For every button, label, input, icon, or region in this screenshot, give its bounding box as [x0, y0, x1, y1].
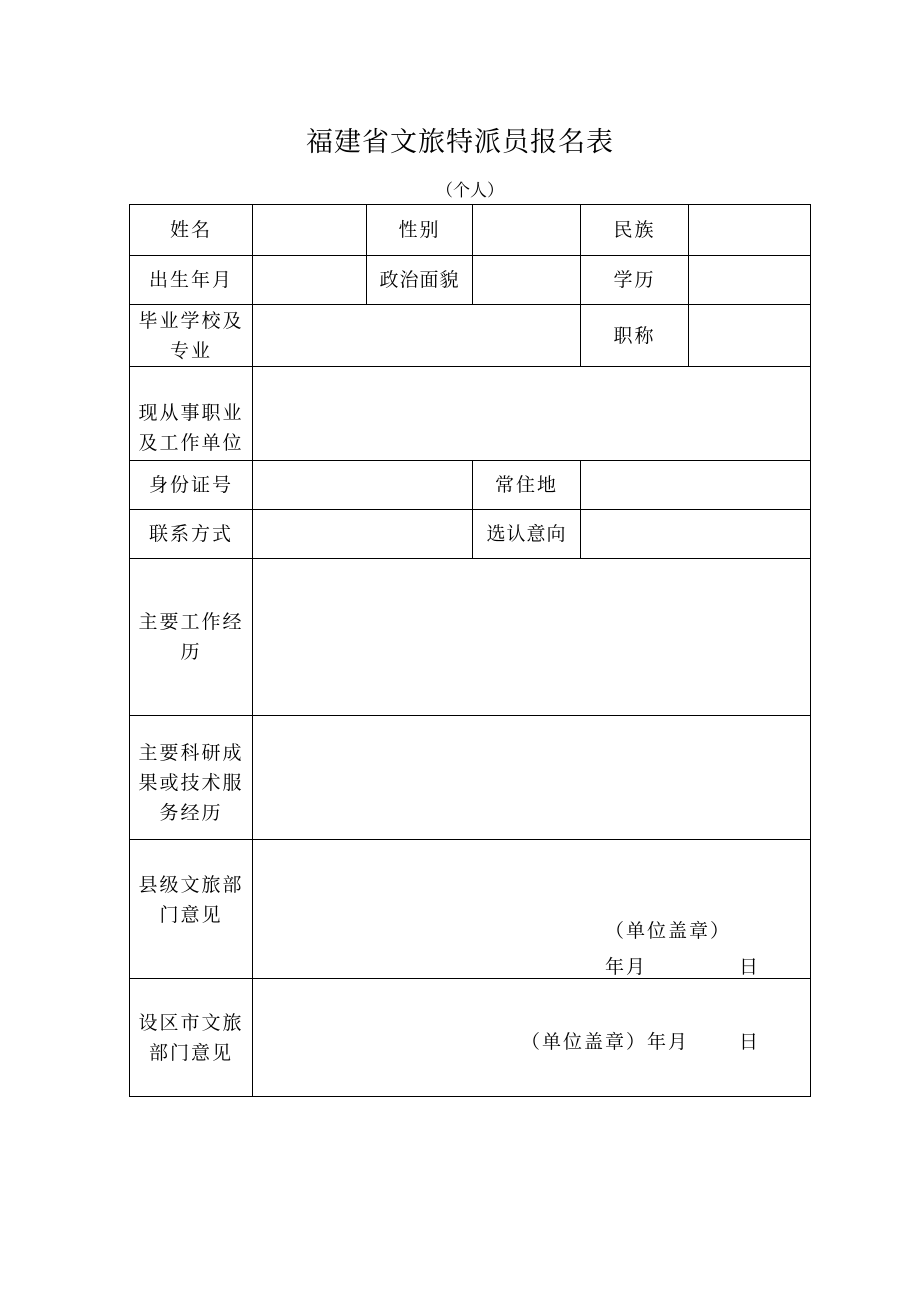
field-residence[interactable]: [581, 461, 811, 510]
label-school: 毕业学校及专业: [130, 305, 253, 367]
county-year-month: 年月: [605, 956, 648, 978]
field-intention[interactable]: [581, 510, 811, 559]
label-id: 身份证号: [130, 461, 253, 510]
label-education: 学历: [581, 256, 689, 305]
label-title: 职称: [581, 305, 689, 367]
county-opinion-cell[interactable]: [253, 840, 811, 979]
field-gender[interactable]: [473, 205, 581, 256]
field-name[interactable]: [253, 205, 367, 256]
field-politics[interactable]: [473, 256, 581, 305]
county-date: [605, 952, 761, 982]
county-day: 日: [739, 956, 761, 978]
label-city: 设区市文旅部门意见: [130, 979, 253, 1097]
label-research: 主要科研成果或技术服务经历: [130, 716, 253, 840]
label-gender: 性别: [367, 205, 473, 256]
city-opinion-cell[interactable]: [253, 979, 811, 1097]
label-contact: 联系方式: [130, 510, 253, 559]
field-school[interactable]: [253, 305, 581, 367]
field-ethnicity[interactable]: [689, 205, 811, 256]
county-stamp-text: （单位盖章）: [605, 920, 732, 942]
label-name: 姓名: [130, 205, 253, 256]
label-intention: 选认意向: [473, 510, 581, 559]
field-title[interactable]: [689, 305, 811, 367]
field-occupation[interactable]: [253, 367, 811, 461]
label-ethnicity: 民族: [581, 205, 689, 256]
page-title: 福建省文旅特派员报名表: [306, 127, 614, 158]
field-birth[interactable]: [253, 256, 367, 305]
field-work[interactable]: [253, 559, 811, 716]
city-stamp-text: [521, 1027, 761, 1057]
field-contact[interactable]: [253, 510, 473, 559]
label-county: 县级文旅部门意见: [130, 840, 253, 979]
city-day: 日: [739, 1031, 761, 1053]
label-occupation: 现从事职业及工作单位: [130, 367, 253, 461]
page-subtitle: （个人）: [436, 181, 504, 201]
field-research[interactable]: [253, 716, 811, 840]
label-work: 主要工作经历: [130, 559, 253, 716]
registration-form-table: [129, 204, 811, 1097]
field-education[interactable]: [689, 256, 811, 305]
city-stamp-date: （单位盖章）年月: [521, 1031, 690, 1053]
field-id[interactable]: [253, 461, 473, 510]
label-residence: 常住地: [473, 461, 581, 510]
label-birth: 出生年月: [130, 256, 253, 305]
label-politics: 政治面貌: [367, 256, 473, 305]
